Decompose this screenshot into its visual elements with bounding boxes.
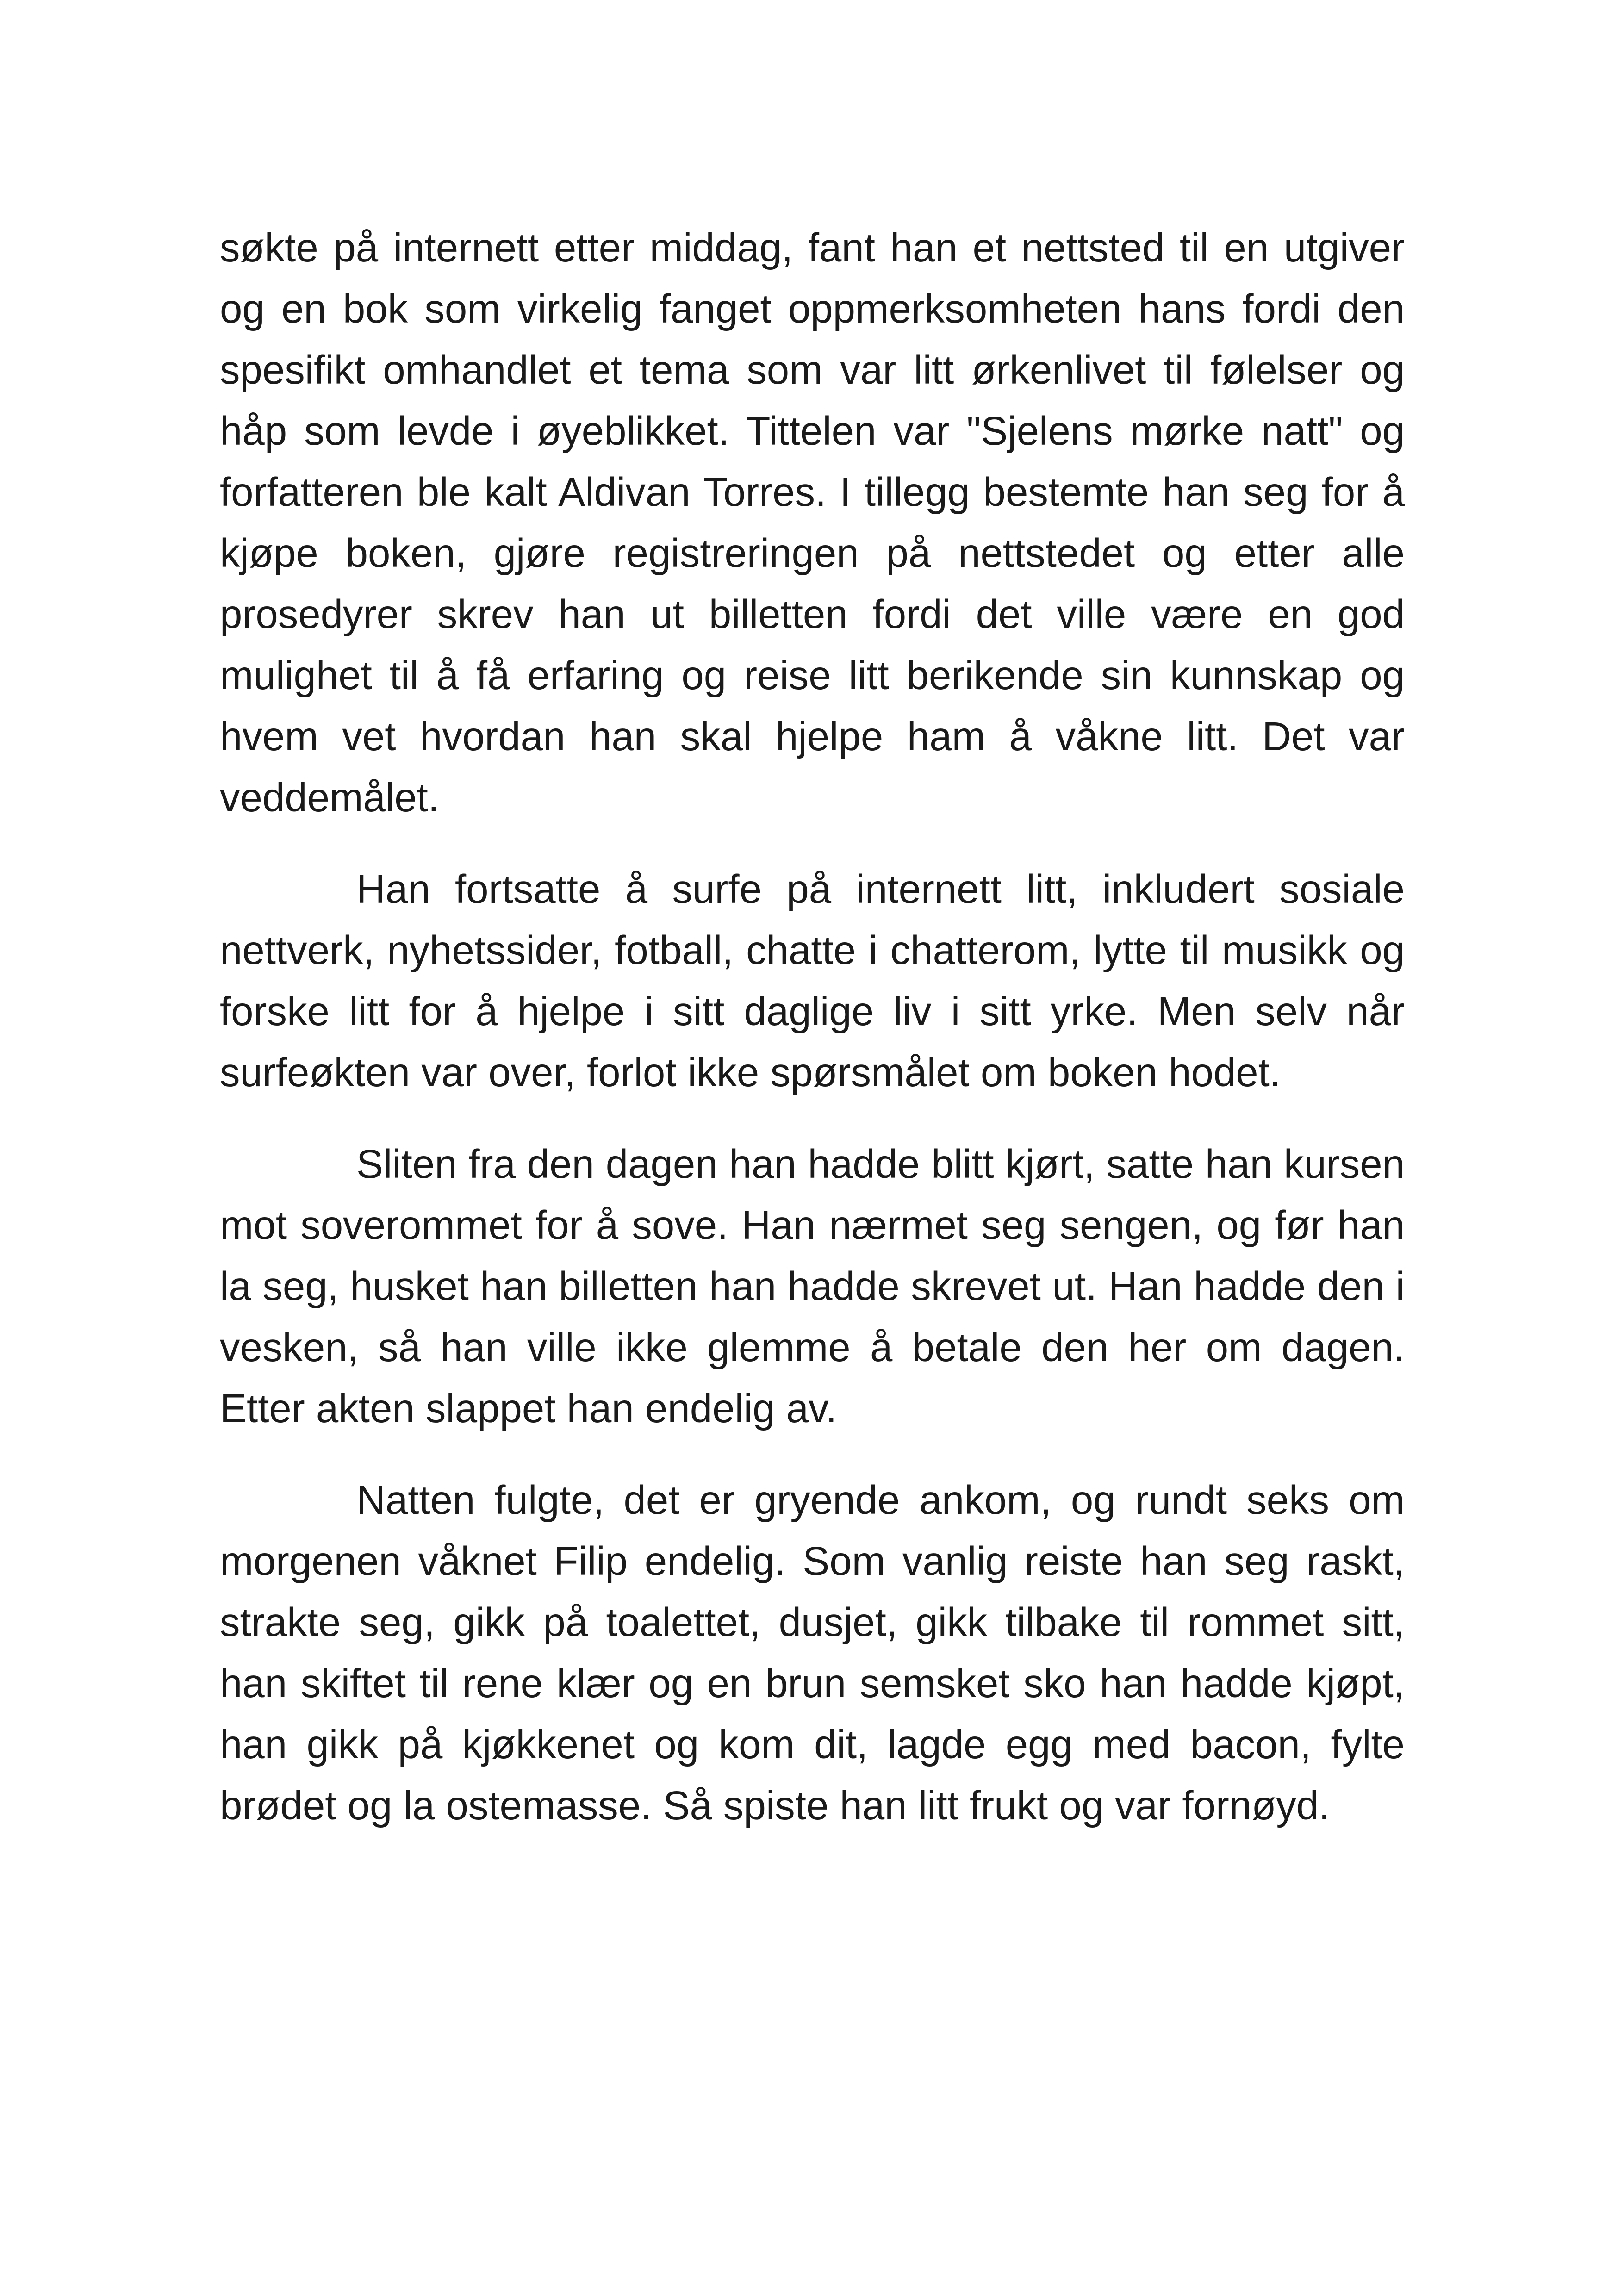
paragraph-3: Sliten fra den dagen han hadde blitt kjørt, satte han kursen mot soverommet for å sove. Han nærmet seg sengen, og før han la seg, husket han billetten han hadde skrevet ut. Han hadde den i vesken, så han ville ikke glemme å betale den her om dagen. Etter akten slappet han endelig av. — [220, 1142, 1405, 1431]
paragraph-1: søkte på internett etter middag, fant han et nettsted til en utgiver og en bok som virkelig fanget oppmerksomheten hans fordi den spesifikt omhandlet et tema som var litt ørkenlivet til følelser og håp som levde i øyeblikket. Tittelen var "Sjelens mørke natt" og forfatteren ble kalt Aldivan Torres. I tillegg bestemte han seg for å kjøpe boken, gjøre registreringen på nettstedet og etter alle prosedyrer skrev han ut billetten fordi det ville være en god mulighet til å få erfaring og reise litt berikende sin kunnskap og hvem vet hvordan han skal hjelpe ham å våkne litt. Det var veddemålet. — [220, 225, 1405, 820]
paragraph-2: Han fortsatte å surfe på internett litt, inkludert sosiale nettverk, nyhetssider, fotball, chatte i chatterom, lytte til musikk og forske litt for å hjelpe i sitt daglige liv i sitt yrke. Men selv når surfeøkten var over, forlot ikke spørsmålet om boken hodet. — [220, 867, 1405, 1095]
body-text — [220, 218, 1405, 1867]
paragraph-4: Natten fulgte, det er gryende ankom, og rundt seks om morgenen våknet Filip endelig. Som vanlig reiste han seg raskt, strakte seg, gikk på toalettet, dusjet, gikk tilbake til rommet sitt, han skiftet til rene klær og en brun semsket sko han hadde kjøpt, han gikk på kjøkkenet og kom dit, lagde egg med bacon, fylte brødet og la ostemasse. Så spiste han litt frukt og var fornøyd. — [220, 1478, 1405, 1828]
